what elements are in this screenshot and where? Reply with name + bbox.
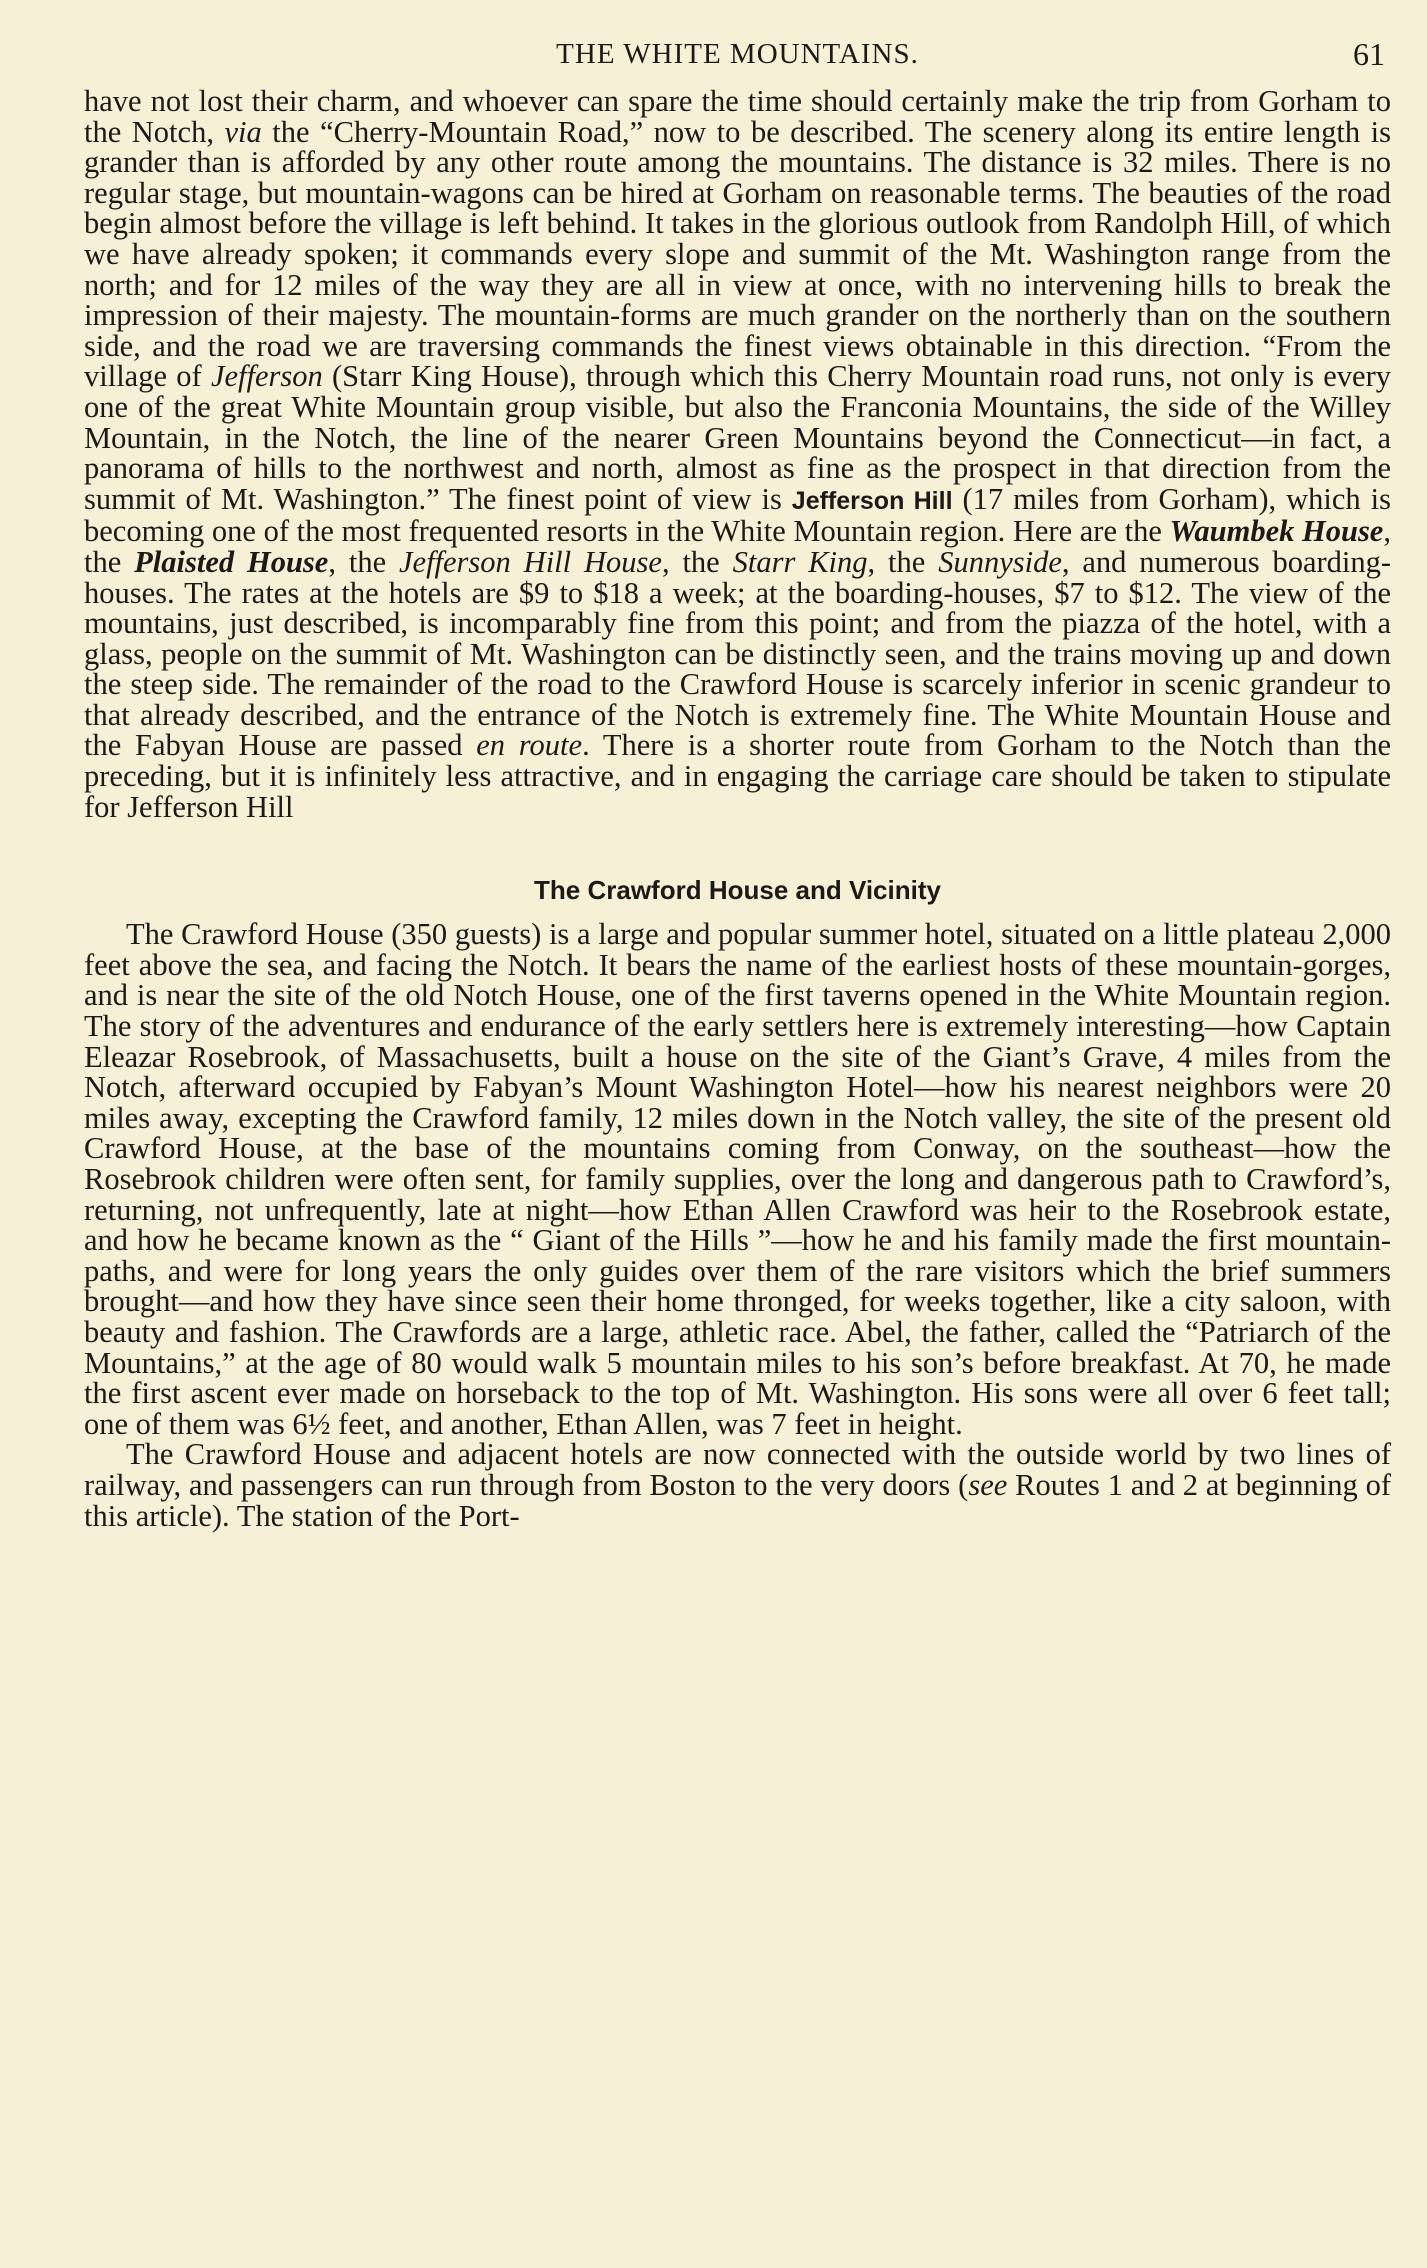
paragraph-railway: [84, 1439, 1391, 1531]
running-title: THE WHITE MOUNTAINS.: [556, 38, 919, 70]
bold-jefferson-hill: Jefferson Hill: [791, 486, 953, 515]
hotel-name-plaisted: Plaisted House: [134, 544, 329, 579]
text-run: , the: [661, 544, 733, 579]
text-run: the “Cherry-Mountain Road,” now to be described. The scenery along its entire length is grander than is afforded by any other route among the mountains. The distance is 32 miles. There is no regular stage, but mountain-wagons can be hired at Gorham on reasonable terms. The beauties of the road begin almost before the village is left behind. It takes in the glorious outlook from Randolph Hill, of which we have already spoken; it commands every slope and summit of the Mt. Washington range from the north; and for 12 miles of the way they are all in view at once, with no intervening hills to break the impression of their majesty. The mountain-forms are much grander on the northerly than on the southern side, and the road we are traversing commands the finest views obtainable in this direction. “From the village of: [84, 114, 1391, 394]
text-run: have not lost their charm, and whoever can spare the time should certainly make the trip from Gorham to the Notch,: [84, 84, 1391, 149]
hotel-name-waumbek: Waumbek House: [1169, 514, 1384, 549]
italic-jefferson: Jefferson: [210, 359, 323, 394]
page-number: 61: [1353, 36, 1385, 72]
italic-en-route: en route: [476, 728, 583, 763]
text-run: Routes 1 and 2 at beginning of this article). The station of the Port-: [84, 1467, 1391, 1533]
text-run: , the: [328, 544, 399, 579]
italic-via: via: [224, 114, 262, 149]
text-run: , the: [84, 514, 1391, 579]
running-head: [84, 28, 1391, 86]
italic-see: see: [968, 1467, 1008, 1502]
section-heading: The Crawford House and Vicinity: [534, 875, 941, 906]
paragraph-cherry-mountain-road: [84, 86, 1391, 822]
text-run: . There is a shorter route from Gorham to the Notch than the preceding, but it is infinitely less attractive, and in engaging the carriage care should be taken to stipulate for Jefferson Hill: [84, 728, 1391, 824]
text-run: (Starr King House), through which this Cherry Mountain road runs, not only is every one of the great White Mountain group visible, but also the Franconia Mountains, the side of the Willey Mountain, in the Notch, the line of the nearer Green Mountains beyond the Connecticut—in fact, a panorama of hills to the northwest and north, almost as fine as the prospect in that direction from the summit of Mt. Washington.” The finest point of view is: [84, 359, 1392, 516]
hotel-name-sunnyside: Sunnyside: [938, 544, 1062, 579]
paragraph-crawford-house: The Crawford House (350 guests) is a large and popular summer hotel, situated on a little plateau 2,000 feet above the sea, and facing the Notch. It bears the name of the earliest hosts of these mountain-gorges, and is near the site of the old Notch House, one of the first taverns opened in the White Mountain region. The story of the adventures and endurance of the early settlers here is extremely interesting—how Captain Eleazar Rosebrook, of Massachusetts, built a house on the site of the Giant’s Grave, 4 miles from the Notch, afterward occupied by Fabyan’s Mount Washington Hotel—how his nearest neighbors were 20 miles away, excepting the Crawford family, 12 miles down in the Notch valley, the site of the present old Crawford House, at the base of the mountains coming from Conway, on the southeast—how the Rosebrook children were often sent, for family supplies, over the long and dangerous path to Crawford’s, returning, not unfrequently, late at night—how Ethan Allen Crawford was heir to the Rosebrook estate, and how he became known as the “ Giant of the Hills ”—how he and his family made the first mountain-paths, and were for long years the only guides over them of the rare visitors which the brief summers brought—and how they have since seen their home thronged, for weeks together, like a city saloon, with beauty and fashion. The Crawfords are a large, athletic race. Abel, the father, called the “Patriarch of the Mountains,” at the age of 80 would walk 5 mountain miles to his son’s before breakfast. At 70, he made the first ascent ever made on horseback to the top of Mt. Washington. His sons were all over 6 feet tall; one of them was 6½ feet, and another, Ethan Allen, was 7 feet in height.: [84, 917, 1391, 1441]
text-run: , and numerous boarding-houses. The rates at the hotels are $9 to $18 a week; at the boarding-houses, $7 to $12. The view of the mountains, just described, is incomparably fine from this point; and from the piazza of the hotel, with a glass, people on the summit of Mt. Washington can be distinctly seen, and the trains moving up and down the steep side. The remainder of the road to the Crawford House is scarcely inferior in scenic grandeur to that already described, and the entrance of the Notch is extremely fine. The White Mountain House and the Fabyan House are passed: [84, 544, 1392, 763]
text-run: The Crawford House and adjacent hotels are now connected with the outside world by two lines of railway, and passengers can run through from Boston to the very doors (: [84, 1437, 1391, 1502]
hotel-name-jefferson-hill: Jefferson Hill House: [399, 544, 662, 579]
hotel-name-starr-king: Starr King: [732, 544, 868, 579]
text-run: , the: [867, 544, 939, 579]
text-run: (17 miles from Gorham), which is becoming one of the most frequented resorts in the White Mountain region. Here are the: [84, 481, 1391, 549]
